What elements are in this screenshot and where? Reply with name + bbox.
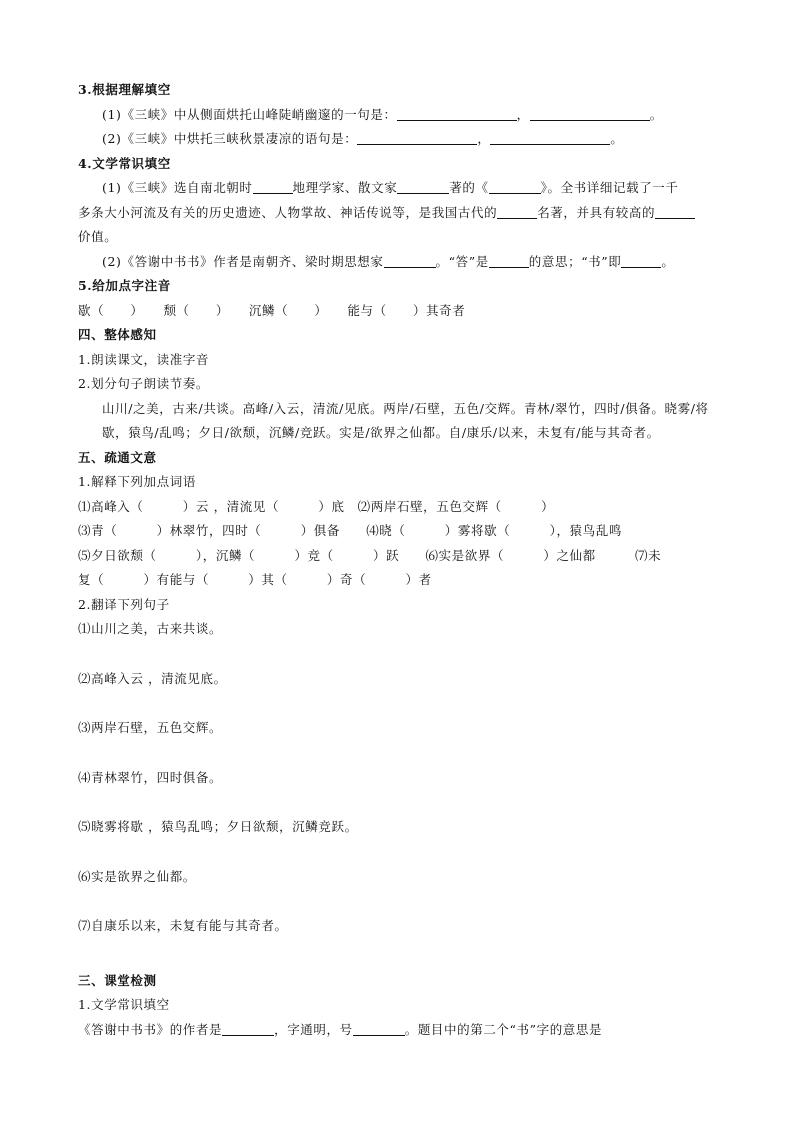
question-4-1-end: 价值。 (78, 229, 118, 244)
heading-overall-perception: 四、整体感知 (78, 327, 157, 342)
explain-line-2: ⑶青（ ）林翠竹，四时（ ）俱备 ⑷晓（ ）雾将歇（ ），猿鸟乱鸣 (78, 523, 622, 538)
answer-blank[interactable] (497, 204, 537, 219)
item-literature-fill: 1.文学常识填空 (78, 997, 170, 1012)
heading-literature-knowledge: 4.文学常识填空 (78, 155, 171, 171)
question-3-2: (2)《三峡》中烘托三峡秋景凄凉的语句是： ， 。 (102, 131, 624, 146)
explain-line-3: ⑸夕日欲颓（ ），沉鳞（ ）竞（ ）跃 ⑹实是欲界（ ）之仙都 ⑺未 (78, 547, 662, 563)
item-explain-words: 1.解释下列加点词语 (78, 474, 196, 489)
answer-blank[interactable] (655, 204, 695, 219)
question-4-1: (1)《三峡》选自南北朝时 地理学家、散文家 著的《 》。全书详细记载了一千 (102, 180, 679, 195)
answer-blank[interactable] (621, 253, 661, 268)
answer-blank[interactable] (397, 106, 517, 121)
answer-blank[interactable] (490, 130, 610, 145)
translate-2: ⑵高峰入云 ，清流见底。 (78, 670, 227, 686)
answer-blank[interactable] (353, 1021, 405, 1036)
explain-line-4: 复（ ）有能与（ ）其（ ）奇（ ）者 (78, 572, 432, 587)
answer-blank[interactable] (397, 179, 449, 194)
translate-5: ⑸晓雾将歇 ，猿鸟乱鸣；夕日欲颓，沉鳞竞跃。 (78, 819, 358, 834)
translate-4: ⑷青林翠竹，四时俱备。 (78, 769, 223, 785)
translate-6: ⑹实是欲界之仙都。 (78, 868, 196, 884)
translate-1: ⑴山川之美，古来共谈。 (78, 621, 223, 636)
item-translate: 2.翻译下列句子 (78, 596, 170, 612)
answer-blank[interactable] (489, 179, 541, 194)
answer-blank[interactable] (222, 1021, 274, 1036)
heading-fill-by-understanding: 3.根据理解填空 (78, 82, 171, 97)
test-line: 《答谢中书书》的作者是 ，字通明，号 。题目中的第二个“书”字的意思是 (78, 1021, 603, 1037)
pronunciation-line: 歇（ ） 颓（ ） 沉鳞（ ） 能与（ ）其奇者 (78, 302, 466, 318)
answer-blank[interactable] (384, 253, 436, 268)
question-4-2: (2)《答谢中书书》作者是南朝齐、梁时期思想家 。“答”是 的意思；“书”即 。 (102, 253, 675, 269)
item-rhythm: 2.划分句子朗读节奏。 (78, 376, 210, 391)
question-3-1: (1)《三峡》中从侧面烘托山峰陡峭幽邃的一句是： ， 。 (102, 106, 663, 122)
answer-blank[interactable] (489, 253, 529, 268)
question-3-2-text: (2)《三峡》中烘托三峡秋景凄凉的语句是： (102, 131, 358, 146)
question-4-1-cont: 多条大小河流及有关的历史遗迹、人物掌故、神话传说等，是我国古代的 名著，并具有较高的 (78, 201, 728, 226)
explain-line-1: ⑴高峰入（ ）云 ，清流见（ ）底 ⑵两岸石壁，五色交辉（ ） (78, 498, 555, 514)
heading-classroom-test: 三、课堂检测 (78, 972, 157, 988)
question-3-1-text: (1)《三峡》中从侧面烘托山峰陡峭幽邃的一句是： (102, 106, 397, 122)
heading-pronunciation: 5.给加点字注音 (78, 278, 171, 293)
rhythm-text: 山川/之美，古来/共谈。高峰/入云，清流/见底。两岸/石壁，五色/交辉。青林/翠竹，四时/俱备。晓雾/将歇，猿鸟/乱鸣；夕日/欲颓，沉鳞/竞跃。实是/欲界之仙都。自/康乐/以来，未复有/能与其奇者。 (102, 400, 709, 440)
worksheet-page (78, 78, 728, 1042)
item-read-aloud: 1.朗读课文，读准字音 (78, 351, 210, 367)
translate-7: ⑺自康乐以来，未复有能与其奇者。 (78, 918, 288, 933)
answer-blank[interactable] (357, 130, 477, 145)
answer-blank[interactable] (253, 179, 293, 194)
heading-text-meaning: 五、疏通文意 (78, 449, 157, 465)
answer-blank[interactable] (530, 106, 650, 121)
translate-3: ⑶两岸石壁，五色交辉。 (78, 720, 223, 735)
